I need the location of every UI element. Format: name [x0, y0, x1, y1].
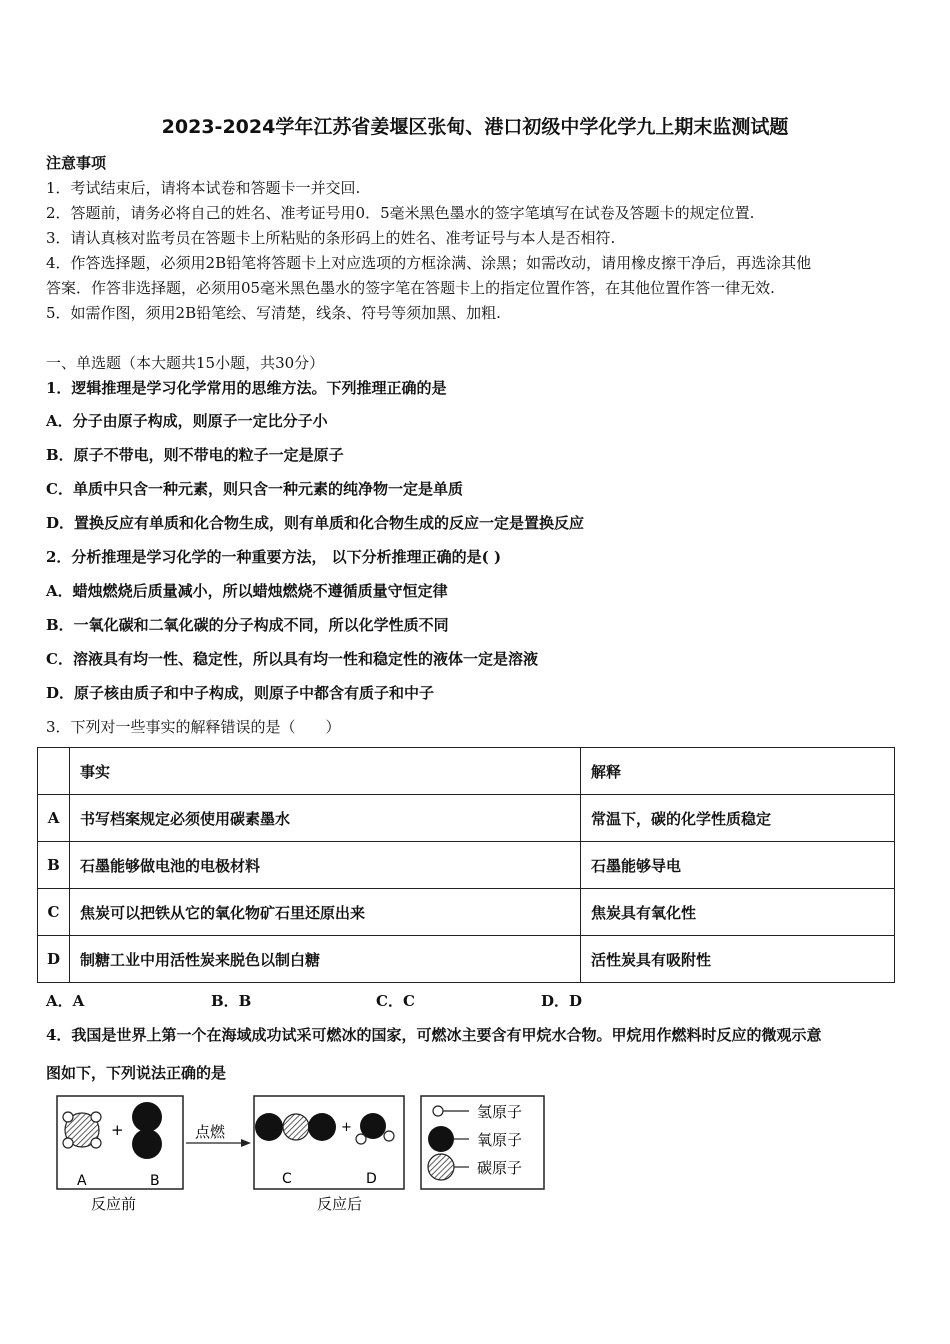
carbon-dioxide-molecule — [255, 1113, 336, 1141]
hydrogen-atom — [384, 1131, 394, 1141]
row-label: D — [38, 936, 70, 983]
table-header-row — [38, 748, 895, 795]
question-2-option-a: A．蜡烛燃烧后质量减小，所以蜡烛燃烧不遵循质量守恒定律 — [46, 582, 448, 600]
plus-sign: + — [341, 1120, 352, 1135]
row-explanation: 石墨能够导电 — [581, 842, 895, 889]
notice-item: 答案．作答非选择题，必须用05毫米黑色墨水的签字笔在答题卡上的指定位置作答，在其他位置作答一律无效. — [46, 279, 775, 297]
arrow-head-icon — [241, 1139, 251, 1147]
notice-item: 5．如需作图，须用2B铅笔绘、写清楚，线条、符号等须加黑、加粗. — [46, 304, 501, 322]
question-1-option-b: B．原子不带电，则不带电的粒子一定是原子 — [46, 446, 344, 464]
oxygen-molecule — [132, 1102, 162, 1159]
legend-label: 碳原子 — [477, 1159, 523, 1177]
section-heading: 一、单选题（本大题共15小题，共30分） — [46, 354, 325, 372]
hydrogen-atom — [91, 1112, 101, 1122]
methane-molecule — [63, 1112, 101, 1148]
row-label: C — [38, 889, 70, 936]
label-b: B — [150, 1173, 160, 1189]
hydrogen-atom — [63, 1138, 73, 1148]
products-box — [254, 1096, 404, 1189]
question-3-option-c: C．C — [376, 992, 415, 1010]
question-1-option-d: D．置换反应有单质和化合物生成，则有单质和化合物生成的反应一定是置换反应 — [46, 514, 585, 532]
carbon-atom — [283, 1114, 309, 1140]
row-explanation: 焦炭具有氧化性 — [581, 889, 895, 936]
table-cell — [38, 748, 70, 795]
label-c: C — [282, 1171, 292, 1187]
oxygen-atom — [132, 1129, 162, 1159]
hydrogen-atom — [91, 1138, 101, 1148]
arrow-label: 点燃 — [195, 1123, 226, 1141]
question-2-option-b: B．一氧化碳和二氧化碳的分子构成不同，所以化学性质不同 — [46, 616, 449, 634]
question-1-stem: 1．逻辑推理是学习化学常用的思维方法。下列推理正确的是 — [46, 379, 447, 397]
notice-item: 2．答题前，请务必将自己的姓名、准考证号用0．5毫米黑色墨水的签字笔填写在试卷及答题卡的规定位置. — [46, 204, 755, 222]
carbon-atom-icon — [428, 1154, 454, 1180]
facts-table — [37, 747, 895, 983]
question-2-option-c: C．溶液具有均一性、稳定性，所以具有均一性和稳定性的液体一定是溶液 — [46, 650, 538, 668]
table-row — [38, 936, 895, 983]
row-fact: 石墨能够做电池的电极材料 — [70, 842, 581, 889]
table-row — [38, 889, 895, 936]
page-title: 2023-2024学年江苏省姜堰区张甸、港口初级中学化学九上期末监测试题 — [161, 116, 789, 138]
row-fact: 书写档案规定必须使用碳素墨水 — [70, 795, 581, 842]
legend-oxygen — [428, 1126, 522, 1152]
question-2-stem: 2．分析推理是学习化学的一种重要方法， 以下分析推理正确的是( ) — [46, 548, 502, 566]
legend-hydrogen — [433, 1103, 522, 1121]
row-label: A — [38, 795, 70, 842]
reaction-diagram — [55, 1093, 555, 1218]
label-a: A — [77, 1173, 87, 1189]
hydrogen-atom — [63, 1112, 73, 1122]
row-fact: 焦炭可以把铁从它的氧化物矿石里还原出来 — [70, 889, 581, 936]
question-3-option-a: A．A — [46, 992, 85, 1010]
notice-item: 3．请认真核对监考员在答题卡上所粘贴的条形码上的姓名、准考证号与本人是否相符. — [46, 229, 616, 247]
table-row — [38, 795, 895, 842]
table-header-fact: 事实 — [70, 748, 581, 795]
question-3-option-b: B．B — [211, 992, 252, 1010]
water-molecule — [356, 1113, 394, 1144]
legend-carbon — [428, 1154, 522, 1180]
question-4-stem-line2: 图如下，下列说法正确的是 — [46, 1064, 227, 1082]
plus-sign: + — [111, 1121, 124, 1139]
question-1-option-c: C．单质中只含一种元素，则只含一种元素的纯净物一定是单质 — [46, 480, 463, 498]
label-after: 反应后 — [317, 1195, 363, 1213]
oxygen-atom — [308, 1113, 336, 1141]
oxygen-atom — [132, 1102, 162, 1132]
question-1-option-a: A．分子由原子构成，则原子一定比分子小 — [46, 412, 328, 430]
row-label: B — [38, 842, 70, 889]
oxygen-atom — [255, 1113, 283, 1141]
question-4-stem-line1: 4．我国是世界上第一个在海域成功试采可燃冰的国家，可燃冰主要含有甲烷水合物。甲烷用作燃料时反应的微观示意 — [46, 1026, 822, 1044]
label-before: 反应前 — [91, 1195, 137, 1213]
table-row — [38, 842, 895, 889]
oxygen-atom-icon — [428, 1126, 454, 1152]
notice-item: 4．作答选择题，必须用2B铅笔将答题卡上对应选项的方框涂满、涂黑；如需改动，请用橡皮擦干净后，再选涂其他 — [46, 254, 812, 272]
question-2-option-d: D．原子核由质子和中子构成，则原子中都含有质子和中子 — [46, 684, 435, 702]
hydrogen-atom — [356, 1134, 366, 1144]
question-3-stem: 3．下列对一些事实的解释错误的是（ ） — [46, 718, 341, 736]
question-3-option-d: D．D — [541, 992, 583, 1010]
notice-item: 1．考试结束后，请将本试卷和答题卡一并交回. — [46, 179, 361, 197]
row-explanation: 常温下，碳的化学性质稳定 — [581, 795, 895, 842]
legend-label: 氧原子 — [477, 1131, 523, 1149]
label-d: D — [366, 1171, 377, 1187]
table-header-explanation: 解释 — [581, 748, 895, 795]
row-explanation: 活性炭具有吸附性 — [581, 936, 895, 983]
row-fact: 制糖工业中用活性炭来脱色以制白糖 — [70, 936, 581, 983]
legend-label: 氢原子 — [477, 1103, 523, 1121]
notice-heading: 注意事项 — [46, 154, 107, 172]
hydrogen-atom-icon — [433, 1106, 443, 1116]
